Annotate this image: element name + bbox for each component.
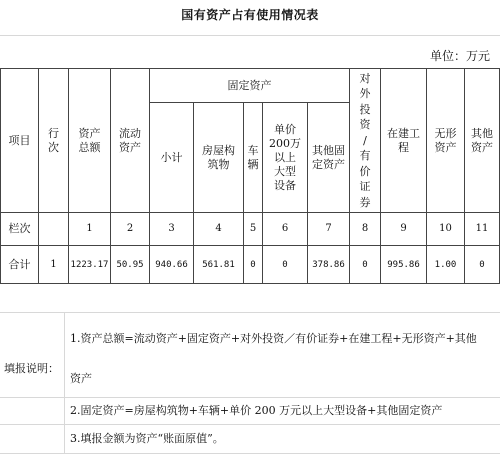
table-title: 国有资产占有使用情况表 (181, 8, 319, 22)
notes-label: 填报说明： (4, 362, 59, 375)
header-construction: 在建工 程 (387, 126, 420, 154)
table-border-bottom (0, 283, 500, 284)
header-row-no: 行 次 (48, 126, 59, 154)
note-line-1b: 资产 (70, 372, 92, 385)
header-total-assets: 资产 总额 (78, 126, 101, 154)
total-cell: 50.95 (116, 259, 144, 270)
note-line-3: 3.填报金额为资产“账面原值”。 (70, 432, 224, 445)
total-row-no: 1 (50, 258, 57, 270)
total-cell: 0 (282, 259, 288, 270)
header-vehicles: 车 辆 (247, 143, 259, 171)
column-no-cell: 3 (168, 223, 175, 234)
column-no-cell: 8 (361, 223, 369, 234)
column-no-cell: 5 (249, 223, 257, 234)
total-cell: 561.81 (202, 259, 235, 270)
column-no-cell: 1 (86, 223, 93, 234)
grid-line (0, 397, 500, 398)
column-no-cell: 4 (215, 223, 222, 234)
column-no-label: 栏次 (8, 222, 31, 235)
column-no-cell: 2 (126, 223, 134, 234)
grid-line (0, 424, 500, 425)
header-buildings: 房屋构 筑物 (202, 143, 235, 171)
header-current-assets: 流动 资产 (119, 126, 141, 154)
total-cell: 940.66 (155, 259, 188, 270)
total-cell: 1223.17 (70, 259, 109, 270)
header-other-fixed: 其他固 定资产 (312, 143, 345, 171)
column-no-cell: 9 (400, 223, 407, 234)
total-cell: 995.86 (387, 259, 420, 270)
column-no-cell: 10 (439, 223, 452, 234)
header-intangible: 无形 资产 (434, 126, 457, 154)
note-line-2: 2.固定资产=房屋构筑物+车辆+单价 200 万元以上大型设备+其他固定资产 (70, 404, 443, 417)
grid-line (0, 35, 500, 36)
total-cell: 1.00 (434, 259, 457, 270)
total-cell: 0 (479, 259, 485, 270)
note-line-1a: 1.资产总额=流动资产+固定资产+对外投资／有价证券+在建工程+无形资产+其他 (70, 332, 477, 345)
total-cell: 0 (250, 259, 256, 270)
grid-line (64, 312, 65, 454)
header-item: 项目 (8, 133, 31, 147)
column-no-cell: 11 (475, 223, 489, 234)
total-label: 合计 (8, 257, 31, 271)
header-other-assets: 其他 资产 (471, 126, 493, 154)
header-investments: 对 外 投 资 / 有 价 证 券 (359, 71, 371, 209)
total-cell: 378.86 (312, 259, 345, 270)
column-no-cell: 6 (281, 223, 289, 234)
header-fixed-assets: 固定资产 (227, 78, 272, 92)
unit-label: 单位：万元 (429, 49, 490, 63)
header-large-equipment: 单价 200万 以上 大型 设备 (269, 122, 301, 192)
column-no-cell: 7 (325, 223, 332, 234)
total-cell: 0 (362, 259, 368, 270)
grid-line (0, 312, 500, 313)
header-subtotal: 小计 (160, 150, 183, 164)
